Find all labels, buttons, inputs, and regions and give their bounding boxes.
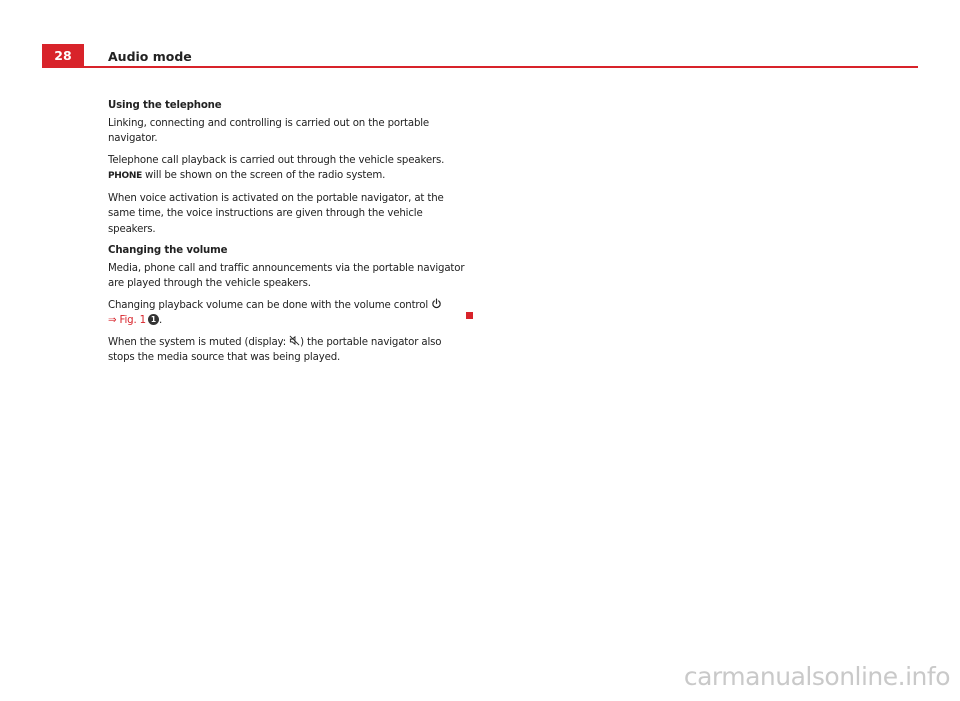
paragraph-call-playback <box>108 153 470 185</box>
power-knob-icon <box>431 298 442 309</box>
header-rule <box>42 66 918 68</box>
mute-text-end: ) the portable navigator also stops the media source that was being played. <box>108 336 442 363</box>
body-text <box>108 98 470 372</box>
heading-using-telephone: Using the telephone <box>108 100 222 111</box>
footer-watermark: carmanualsonline.info <box>683 662 950 691</box>
mute-text: When the system is muted (display: <box>108 336 290 348</box>
heading-changing-volume: Changing the volume <box>108 245 228 256</box>
paragraph-mute <box>108 335 470 366</box>
phone-display-tag: PHONE <box>108 171 142 181</box>
page-number: 28 <box>42 44 84 67</box>
speaker-muted-icon <box>289 335 300 346</box>
figure-reference-link[interactable]: ⇒ Fig. 1 <box>108 315 146 326</box>
paragraph-media-announcements: Media, phone call and traffic announcements via the portable navigator are played through the vehicle speakers. <box>108 262 465 289</box>
paragraph-voice-activation: When voice activation is activated on the portable navigator, at the same time, the voice instructions are given through the vehicle speakers. <box>108 192 444 235</box>
callout-number: 1 <box>148 314 159 325</box>
section-title: Audio mode <box>108 49 192 64</box>
paragraph-volume-control <box>108 298 470 329</box>
call-playback-text-end: will be shown on the screen of the radio system. <box>141 170 386 181</box>
paragraph-linking: Linking, connecting and controlling is carried out on the portable navigator. <box>108 117 430 144</box>
section-end-marker <box>466 312 473 319</box>
volume-control-text-end: . <box>158 315 163 326</box>
call-playback-text: Telephone call playback is carried out through the vehicle speakers. <box>108 154 445 166</box>
volume-control-text: Changing playback volume can be done with the volume control <box>108 299 432 311</box>
